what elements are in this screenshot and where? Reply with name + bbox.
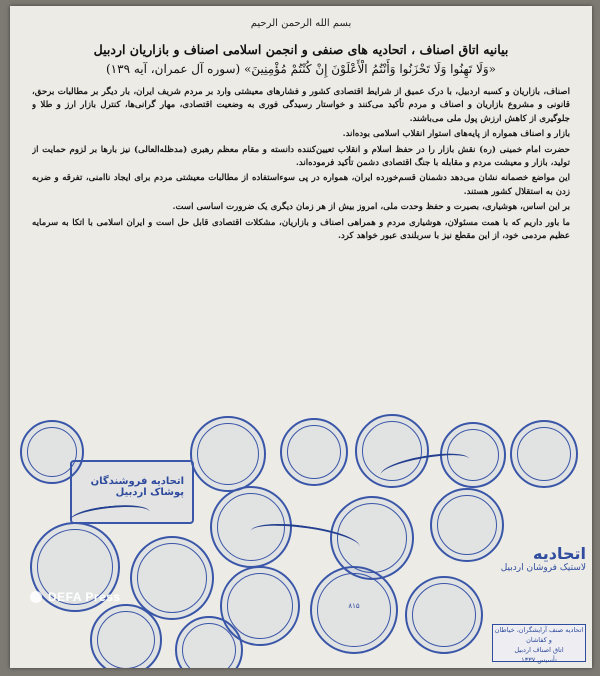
- stampbox-line: تأسیس ۱۳۳۷: [521, 656, 557, 664]
- ettehadieh-subtitle: لاستیک فروشان اردبیل: [500, 563, 586, 573]
- seal-stamp: [280, 418, 348, 486]
- paragraph: بر این اساس، هوشیاری، بصیرت و حفظ وحدت ملی، امروز بیش از هر زمان دیگری یک ضرورت اساسی است.: [172, 202, 570, 213]
- paragraph: این مواضع خصمانه نشان می‌دهد دشمنان قسم‌خورده ایران، همواره در پی سوءاستفاده از مطالبات معیشتی مردم برای ایجاد ناامنی، تفرقه و ضربه زدن به استقلال کشور هستند.: [32, 173, 570, 197]
- ettehadieh-title: اتحادیه: [533, 544, 586, 563]
- stampbox-line: اتاق اصناف اردبیل: [514, 646, 564, 654]
- paragraph: اصناف، بازاریان و کسبه اردبیل، با درک عمیق از شرایط اقتصادی کشور و فشارهای معیشتی وارد بر مردم شریف ایران، بار دیگر بر مطالبات برحق، قانونی و مشروع بازاریان و اصناف و مردم تأکید می‌کنند و خواستار رسیدگی فوری به وضعیت اقتصادی، مهار گرانی‌ها، کنترل بازار ارز و طلا و جلوگیری از کاهش ارزش پول ملی می‌باشند.: [32, 87, 570, 124]
- defa-press-watermark: [30, 590, 121, 604]
- watermark-text: DEFA Press: [48, 590, 121, 604]
- defa-logo-icon: [30, 591, 42, 603]
- quran-verse: «وَلَا تَهِنُوا وَلَا تَحْزَنُوا وَأَنْتُمُ الْأَعْلَوْنَ إِنْ كُنْتُمْ مُؤْمِنِينَ» (سوره آل عمران، آیه ۱۳۹): [105, 62, 497, 76]
- seal-stamp: [510, 420, 578, 488]
- basmala: بسم الله الرحمن الرحیم: [250, 18, 352, 29]
- stampbox-line: اتحادیه صنف آرایشگران، خیاطان و کفاشان: [494, 626, 584, 644]
- stamp-number: ۸۱۵: [348, 601, 360, 610]
- paragraph: بازار و اصناف همواره از پایه‌های استوار انقلاب اسلامی بوده‌اند.: [342, 129, 570, 140]
- logo-text: اتحادیه فروشندگان پوشاک اردبیل: [90, 476, 184, 498]
- statement-body: [32, 86, 570, 446]
- rectangular-stamp: [492, 624, 586, 662]
- statement-title: بیانیه اتاق اصناف ، اتحادیه های صنفی و انجمن اسلامی اصناف و بازاریان اردبیل: [93, 42, 509, 57]
- seal-stamp: [90, 604, 162, 668]
- document-page: [10, 6, 592, 668]
- stamps-area: [10, 426, 592, 668]
- seal-stamp-815: [310, 566, 398, 654]
- seal-stamp: [405, 576, 483, 654]
- paragraph: حضرت امام خمینی (ره) نقش بازار را در حفظ اسلام و انقلاب تعیین‌کننده دانسته و مقام معظم رهبری (مدظله‌العالی) نیز بارها بر لزوم حمایت از تولید، بازار و معیشت مردم و مقابله با جنگ اقتصادی دشمن تأکید فرموده‌اند.: [32, 144, 570, 169]
- seal-stamp: [190, 416, 266, 492]
- ettehadieh-stamp: [490, 544, 586, 614]
- paragraph: ما باور داریم که با همت مسئولان، هوشیاری مردم و همراهی اصناف و بازاریان، مشکلات اقتصادی قابل حل است و ایران اسلامی با اتکا به سرمایه عظیم مردمی خود، از این مقطع نیز با سربلندی عبور خواهد کرد.: [32, 217, 570, 242]
